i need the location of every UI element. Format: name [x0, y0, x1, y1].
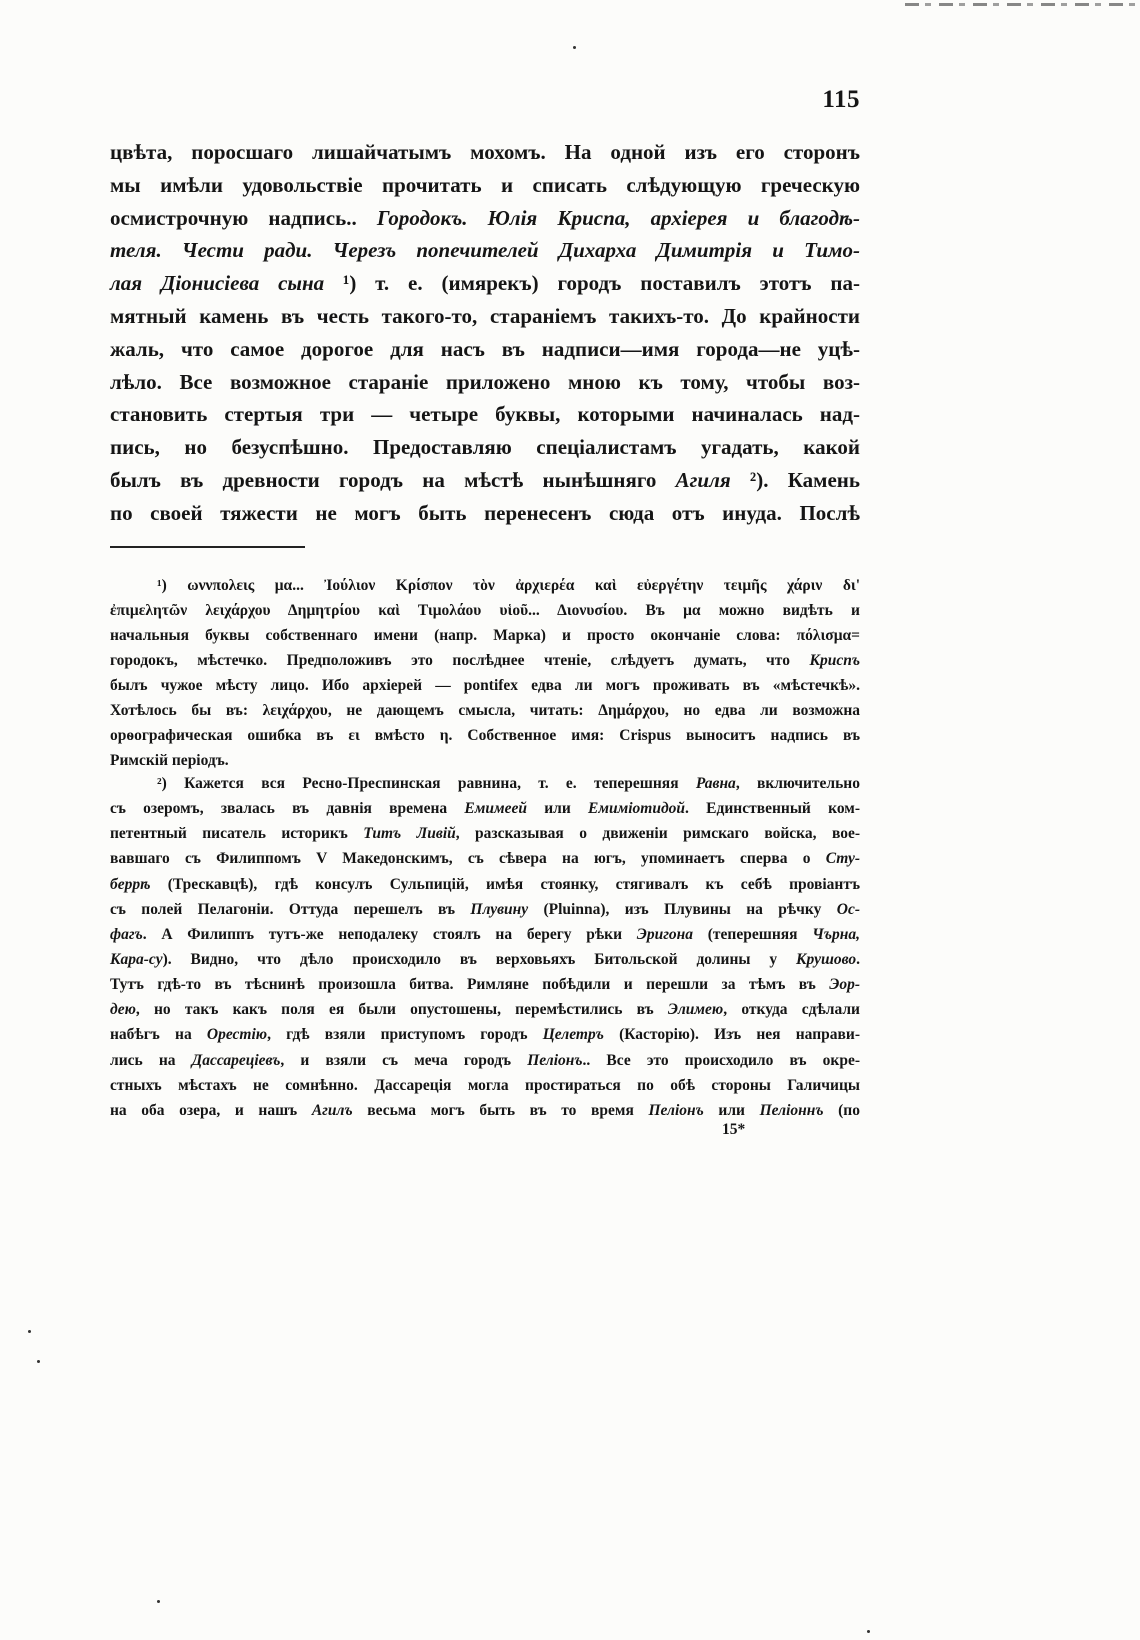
- footnote-line: [110, 872, 860, 897]
- italic-text-run: теля. Чести ради. Черезъ попечителей Дихарха Димитрія и Тимо-: [110, 238, 860, 263]
- text-run: . Единственный ком-: [685, 800, 860, 818]
- line-text: [110, 464, 860, 497]
- text-run: былъ въ древности городъ на мѣстѣ нынѣшняго: [110, 467, 676, 492]
- footnote-line: [110, 796, 860, 821]
- line-text: [110, 234, 860, 267]
- line-text: [110, 497, 860, 530]
- text-run: съ озеромъ, звалась въ давнія времена: [110, 800, 465, 818]
- italic-text-run: Агилъ: [311, 1101, 353, 1119]
- main-text-line: [110, 431, 860, 464]
- footnote-1: [110, 573, 860, 773]
- line-text: [110, 398, 860, 431]
- main-text-line: [110, 398, 860, 431]
- italic-text-run: Пеліонъ: [527, 1051, 583, 1069]
- footnote-line: [110, 598, 860, 623]
- footnote-line: [110, 1048, 860, 1073]
- main-text-line: [110, 366, 860, 399]
- italic-text-run: лая Діонисіева сына: [110, 271, 325, 296]
- text-run: Римскій періодъ.: [110, 752, 229, 769]
- line-text: [110, 136, 860, 169]
- line-text: [110, 366, 860, 399]
- main-text-line: [110, 333, 860, 366]
- text-run: мы имѣли удовольствіе прочитать и списать слѣдующую греческую: [110, 172, 860, 197]
- line-text: [110, 1022, 860, 1047]
- footnote-2: [110, 771, 860, 1123]
- italic-text-run: Титъ Ливій: [363, 825, 456, 843]
- text-run: начальныя буквы собственнаго имени (напр. Марка) и просто окончаніе слова: πόλισμα=: [110, 627, 860, 644]
- main-text-line: [110, 136, 860, 169]
- line-text: [110, 431, 860, 464]
- footnote-line: [110, 623, 860, 648]
- italic-text-run: Равна: [695, 775, 736, 792]
- scan-speck: [867, 1630, 870, 1633]
- text-run: ²) Кажется вся Ресно-Преспинская равнина, т. е. теперешняя: [157, 775, 696, 792]
- main-text-line: [110, 202, 860, 235]
- text-run: (теперешняя: [693, 925, 813, 943]
- footnote-line: [110, 821, 860, 846]
- scan-speck: [28, 1330, 31, 1333]
- text-run: (по: [823, 1101, 860, 1119]
- text-run: ἐπιμελητῶν λειχάρχου Δημητρίου καὶ Τιμολάου υἱοῦ... Διονυσίου. Въ μα можно видѣть и: [110, 602, 860, 619]
- line-text: [110, 698, 860, 723]
- text-run: , и взяли съ меча городъ: [280, 1051, 528, 1069]
- text-run: ¹) т. е. (имярекъ) городъ поставилъ этотъ па-: [324, 271, 860, 296]
- italic-text-run: Орестію: [206, 1026, 268, 1044]
- text-run: лись на: [110, 1051, 192, 1069]
- footnote-line: [110, 897, 860, 922]
- line-text: [110, 796, 860, 821]
- line-text: [110, 723, 860, 748]
- line-text: [110, 997, 860, 1022]
- text-run: , разсказывая о движеніи римскаго войска, вое-: [455, 825, 860, 843]
- footnote-line: [110, 723, 860, 748]
- line-text: [110, 1073, 860, 1098]
- text-run: .. Все это происходило въ окре-: [582, 1051, 860, 1069]
- line-text: [110, 821, 860, 846]
- line-text: [110, 648, 860, 673]
- footnote-line: [110, 997, 860, 1022]
- text-run: съ полей Пелагоніи. Оттуда перешелъ въ: [110, 900, 471, 918]
- italic-text-run: Кара-су: [110, 950, 163, 968]
- line-text: [157, 573, 860, 598]
- italic-text-run: Крушово: [796, 950, 857, 968]
- text-run: пись, но безуспѣшно. Предоставляю спеціалистамъ угадать, какой: [110, 435, 860, 460]
- line-text: [110, 947, 860, 972]
- italic-text-run: Ос-: [836, 900, 861, 918]
- italic-text-run: Чърна,: [812, 925, 860, 943]
- scan-speck: [37, 1360, 40, 1363]
- footnote-line: [110, 1022, 860, 1047]
- main-text-line: [110, 497, 860, 530]
- text-run: , но такъ какъ поля ея были опустошены, перемѣстились въ: [135, 1001, 668, 1019]
- footnote-line: [110, 648, 860, 673]
- line-text: [110, 846, 860, 871]
- italic-text-run: Пеліоннъ: [759, 1101, 824, 1119]
- footnote-line: [110, 922, 860, 947]
- line-text: [110, 748, 229, 773]
- text-run: ²). Камень: [730, 467, 860, 492]
- text-run: жаль, что самое дорогое для насъ въ надписи—имя города—не уцѣ-: [110, 336, 860, 361]
- italic-text-run: фагъ: [110, 925, 143, 943]
- line-text: [110, 267, 860, 300]
- text-run: (Трескавцѣ), гдѣ консулъ Сульпицій, имѣя стоянку, стягивалъ къ себѣ провіантъ: [150, 875, 860, 893]
- scan-edge-artifact: [905, 3, 1140, 6]
- line-text: [157, 771, 860, 796]
- text-run: Хотѣлось бы въ: λειχάρχου, не дающемъ смысла, читать: Δημάρχου, но едва ли возможна: [110, 702, 860, 719]
- footnote-line: [110, 846, 860, 871]
- main-text: [110, 136, 860, 530]
- main-text-line: [110, 169, 860, 202]
- line-text: [110, 922, 860, 947]
- italic-text-run: дею: [110, 1001, 136, 1019]
- text-run: набѣгъ на: [110, 1026, 207, 1044]
- text-run: осмистрочную надпись..: [110, 205, 377, 230]
- italic-text-run: Емимеей: [464, 800, 527, 818]
- italic-text-run: Городокъ. Юлія Криспа, архіерея и благодѣ-: [376, 205, 861, 230]
- signature-mark: 15*: [722, 1121, 746, 1138]
- footnote-line: [110, 771, 860, 796]
- text-run: мятный камень въ честь такого-то, стараніемъ такихъ-то. До крайности: [110, 303, 860, 328]
- line-text: [110, 1048, 860, 1073]
- text-run: вавшаго съ Филиппомъ V Македонскимъ, съ сѣвера на югъ, упоминаетъ сперва о: [110, 850, 826, 868]
- page-number: 115: [822, 86, 860, 113]
- text-run: былъ чужое мѣсту лицо. Ибо архіерей — pontifex едва ли могъ проживать въ «мѣстечкѣ».: [110, 677, 860, 694]
- text-run: лѣло. Все возможное стараніе приложено мною къ тому, чтобы воз-: [110, 369, 860, 394]
- italic-text-run: беррѣ: [110, 875, 151, 893]
- text-run: .: [856, 950, 860, 968]
- line-text: [110, 598, 860, 623]
- italic-text-run: Эригона: [636, 925, 694, 943]
- text-run: (Pluinna), изъ Плувины на рѣчку: [528, 900, 837, 918]
- footnote-line: [110, 698, 860, 723]
- line-text: [110, 333, 860, 366]
- text-run: , откуда сдѣлали: [723, 1001, 860, 1019]
- line-text: [110, 623, 860, 648]
- italic-text-run: Эор-: [829, 976, 860, 994]
- line-text: [110, 202, 860, 235]
- text-run: ¹) ωννπολεις μα... Ἰούλιον Κρίσπον τὸν ἀρχιερέα καὶ εὐεργέτην τειμῆς χάριν δι': [157, 577, 860, 594]
- italic-text-run: Агиля: [675, 467, 731, 492]
- main-text-line: [110, 234, 860, 267]
- text-run: или: [526, 800, 589, 818]
- scan-speck: [573, 46, 576, 49]
- italic-text-run: Криспъ: [809, 652, 860, 669]
- text-run: , гдѣ взяли приступомъ городъ: [267, 1026, 543, 1044]
- main-text-line: [110, 267, 860, 300]
- main-text-line: [110, 464, 860, 497]
- text-run: по своей тяжести не могъ быть перенесенъ сюда отъ инуда. Послѣ: [110, 500, 860, 525]
- line-text: [110, 897, 860, 922]
- text-run: цвѣта, поросшаго лишайчатымъ мохомъ. На одной изъ его сторонъ: [110, 140, 860, 164]
- footnote-line: [110, 1073, 860, 1098]
- line-text: [110, 872, 860, 897]
- line-text: [110, 169, 860, 202]
- text-run: городокъ, мѣстечко. Предположивъ это послѣднее чтеніе, слѣдуетъ думать, что: [110, 652, 810, 669]
- text-run: петентный писатель историкъ: [110, 825, 364, 843]
- line-text: [110, 300, 860, 333]
- italic-text-run: Дассареціевъ: [191, 1051, 281, 1069]
- main-text-line: [110, 300, 860, 333]
- footnote-line: [110, 1098, 860, 1123]
- italic-text-run: Целетръ: [542, 1026, 604, 1044]
- text-run: орѳографическая ошибка въ ει вмѣсто η. Собственное имя: Crispus выноситъ надпись въ: [110, 727, 860, 744]
- text-run: , включительно: [735, 775, 860, 792]
- scan-speck: [157, 1600, 160, 1603]
- text-run: (Касторію). Изъ нея направи-: [603, 1026, 860, 1044]
- line-text: [110, 972, 860, 997]
- text-run: стныхъ мѣстахъ не сомнѣнно. Дассареція могла простираться по обѣ стороны Галичицы: [110, 1076, 860, 1094]
- italic-text-run: Емиміотидой: [588, 800, 686, 818]
- text-run: становить стертыя три — четыре буквы, которыми начиналась над-: [110, 402, 860, 427]
- footnote-line: [110, 972, 860, 997]
- italic-text-run: Плувину: [470, 900, 529, 918]
- line-text: [110, 1098, 860, 1123]
- footnote-line: [110, 947, 860, 972]
- text-run: Тутъ гдѣ-то въ тѣснинѣ произошла битва. Римляне побѣдили и перешли за тѣмъ въ: [110, 976, 830, 994]
- footnote-line: [110, 573, 860, 598]
- line-text: [110, 673, 860, 698]
- italic-text-run: Пеліонъ: [648, 1101, 704, 1119]
- footnote-rule: [110, 546, 305, 548]
- text-run: . А Филиппъ тутъ-же неподалеку стоялъ на берегу рѣки: [142, 925, 637, 943]
- text-run: ). Видно, что дѣло происходило въ верховьяхъ Битольской долины у: [162, 950, 797, 968]
- text-run: или: [703, 1101, 760, 1119]
- italic-text-run: Элимею: [667, 1001, 724, 1019]
- text-run: весьма могъ быть въ то время: [352, 1101, 649, 1119]
- text-run: на оба озера, и нашъ: [110, 1101, 312, 1119]
- footnote-line: [110, 748, 860, 773]
- italic-text-run: Сту-: [825, 850, 860, 868]
- footnote-line: [110, 673, 860, 698]
